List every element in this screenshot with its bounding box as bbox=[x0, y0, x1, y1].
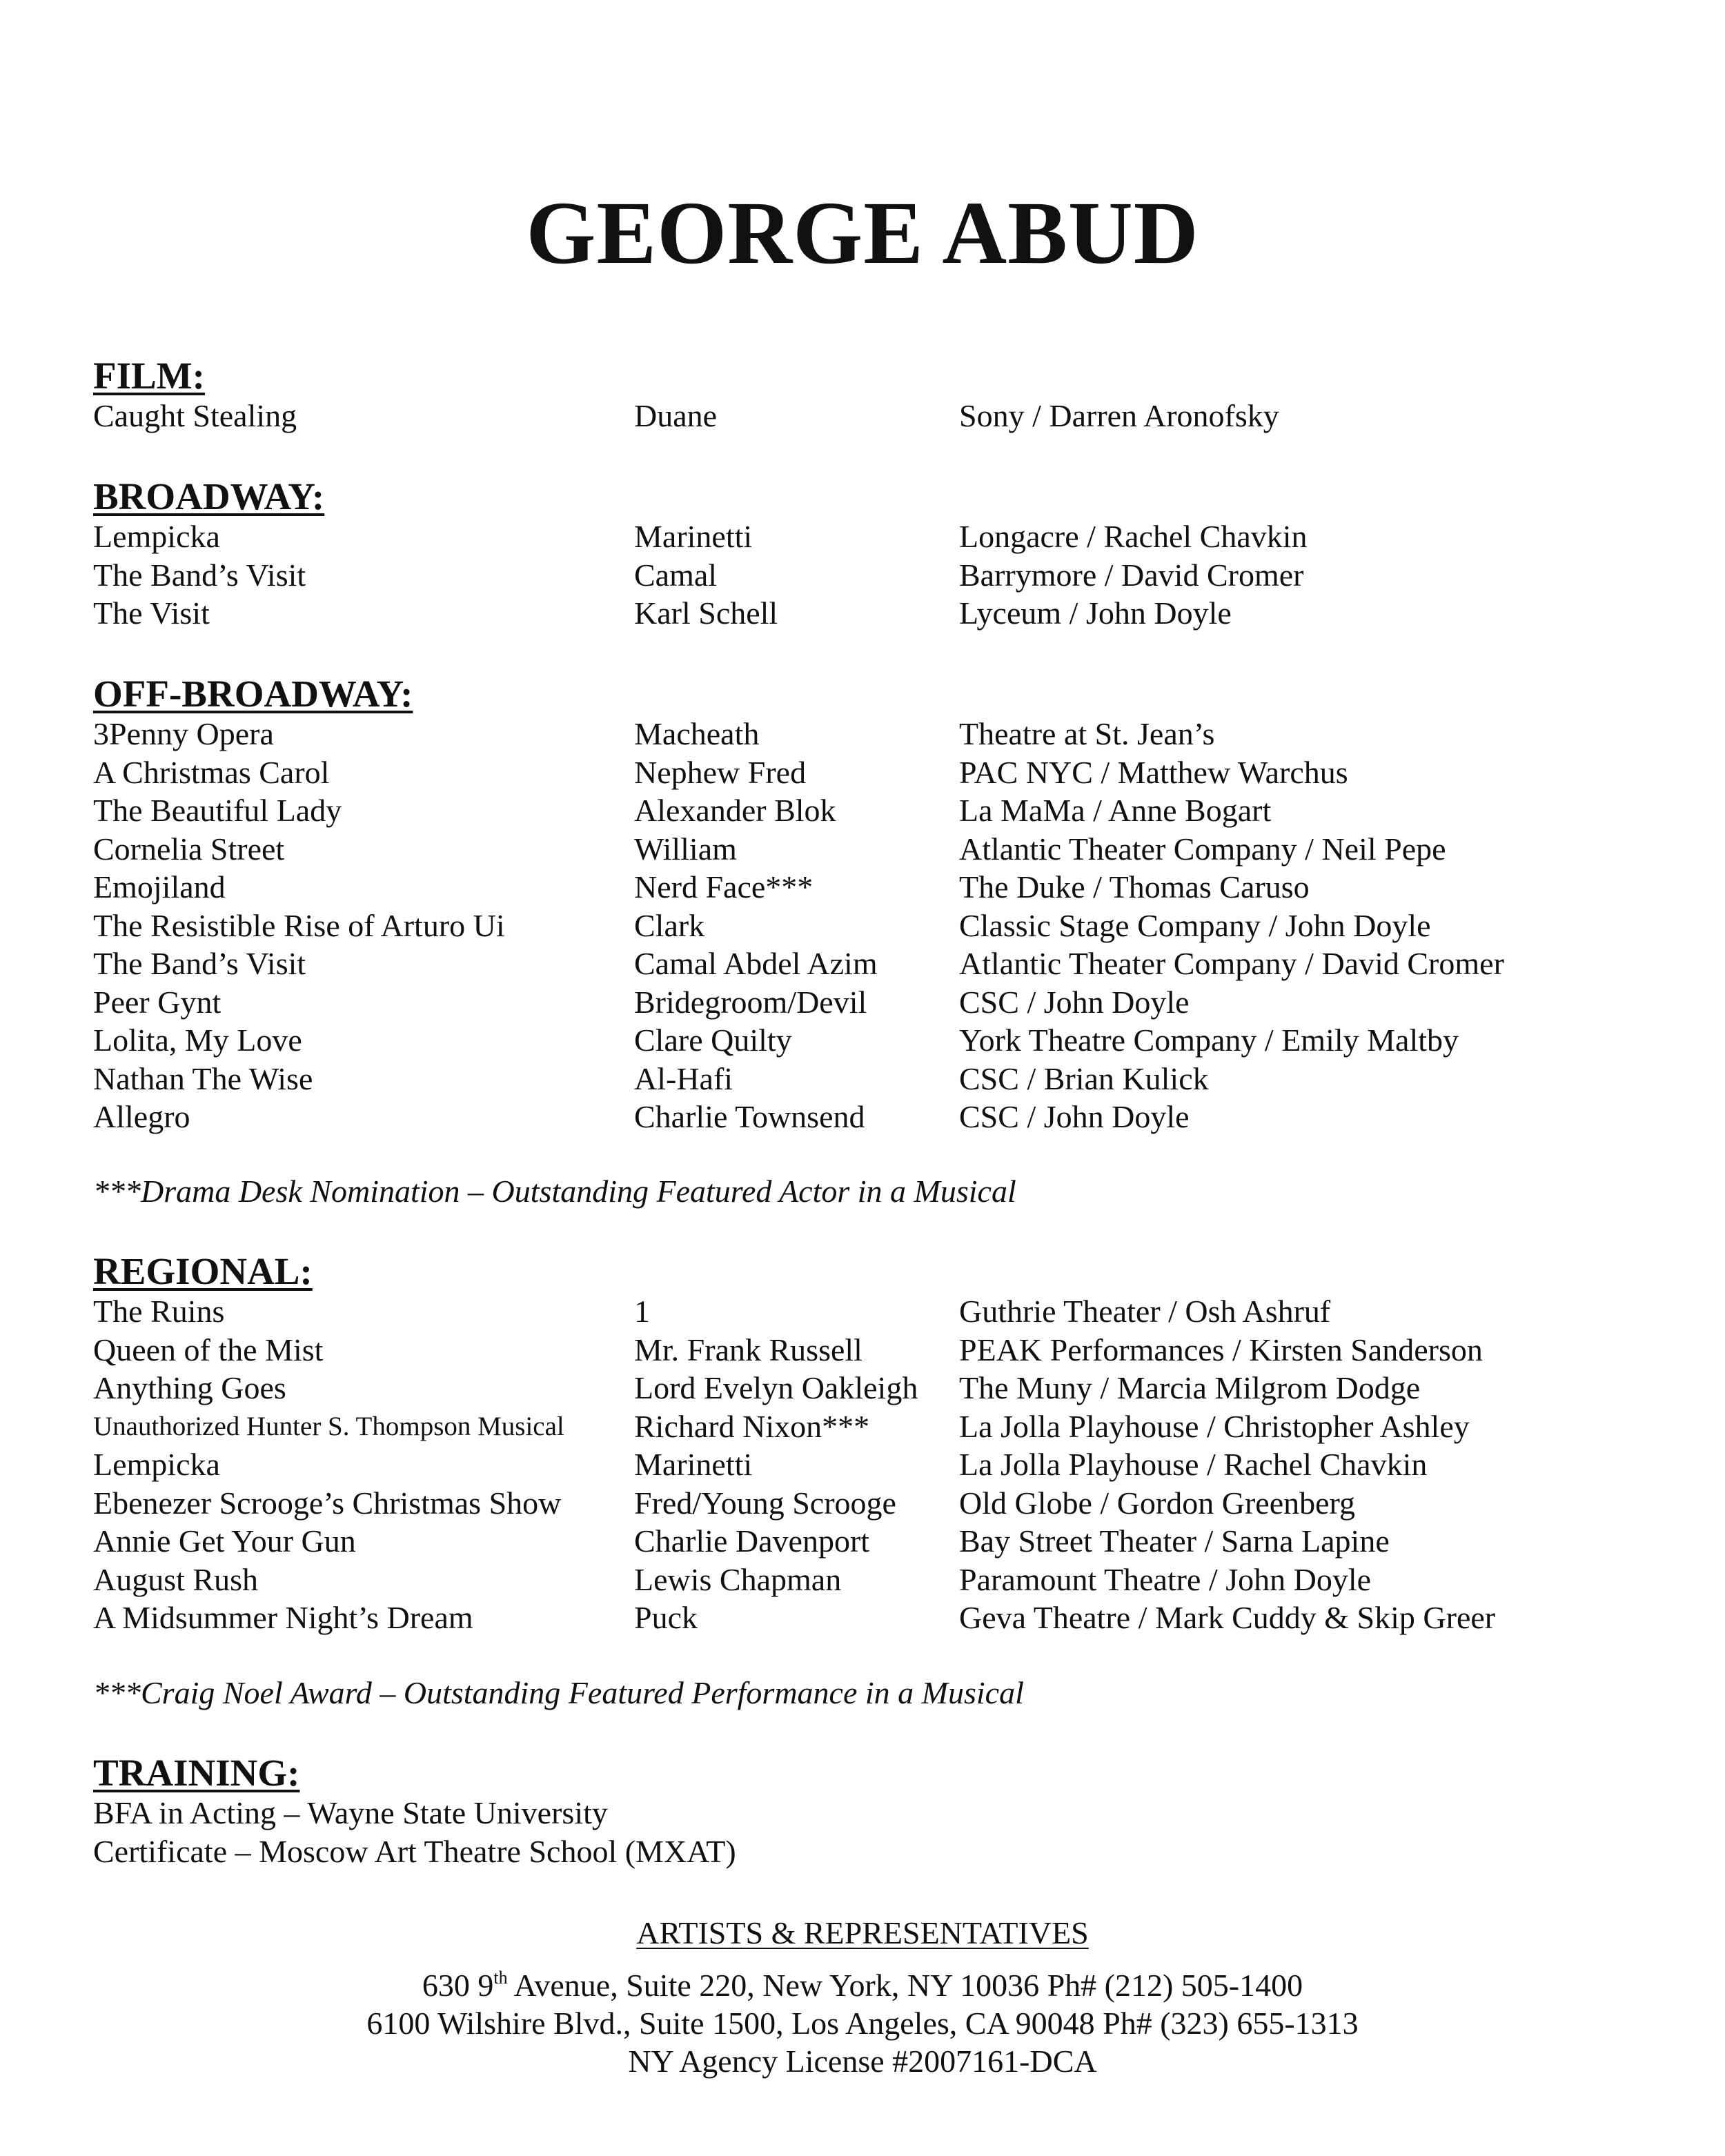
ny-address-prefix: 630 9 bbox=[422, 1968, 494, 2003]
training-heading: TRAINING: bbox=[93, 1752, 300, 1794]
credit-row bbox=[93, 1292, 1653, 1331]
credit-role: Fred/Young Scrooge bbox=[634, 1485, 896, 1521]
credit-role: Clare Quilty bbox=[634, 1022, 792, 1058]
craig-noel-note: ***Craig Noel Award – Outstanding Featured Performance in a Musical bbox=[93, 1675, 1024, 1710]
credit-venue: Paramount Theatre / John Doyle bbox=[959, 1561, 1372, 1597]
credit-venue: Geva Theatre / Mark Cuddy & Skip Greer bbox=[959, 1600, 1496, 1635]
credit-row bbox=[93, 715, 1653, 753]
credit-role: Al-Hafi bbox=[634, 1060, 733, 1096]
credit-venue: Guthrie Theater / Osh Ashruf bbox=[959, 1294, 1331, 1329]
credit-row bbox=[93, 1599, 1653, 1637]
broadway-section bbox=[93, 476, 1653, 633]
credit-venue: La Jolla Playhouse / Rachel Chavkin bbox=[959, 1447, 1428, 1482]
film-heading: FILM: bbox=[93, 355, 205, 397]
credit-row bbox=[93, 397, 1653, 435]
credit-row bbox=[93, 1445, 1653, 1484]
credit-venue: Classic Stage Company / John Doyle bbox=[959, 907, 1431, 943]
credit-role: Duane bbox=[634, 398, 718, 433]
credit-row bbox=[93, 1484, 1653, 1523]
credit-venue: CSC / Brian Kulick bbox=[959, 1060, 1209, 1096]
credit-venue: PEAK Performances / Kirsten Sanderson bbox=[959, 1332, 1483, 1367]
credit-role: Marinetti bbox=[634, 519, 753, 554]
regional-heading: REGIONAL: bbox=[93, 1250, 313, 1292]
credit-venue: PAC NYC / Matthew Warchus bbox=[959, 754, 1348, 790]
credit-title: Anything Goes bbox=[93, 1370, 286, 1405]
credit-title: The Ruins bbox=[93, 1294, 225, 1329]
credit-role: Richard Nixon*** bbox=[634, 1408, 870, 1444]
credit-venue: Sony / Darren Aronofsky bbox=[959, 398, 1279, 433]
credit-row bbox=[93, 753, 1653, 792]
credit-role: Mr. Frank Russell bbox=[634, 1332, 862, 1367]
credit-venue: La MaMa / Anne Bogart bbox=[959, 793, 1272, 828]
credit-title: Unauthorized Hunter S. Thompson Musical bbox=[93, 1411, 564, 1441]
credit-role: Lord Evelyn Oakleigh bbox=[634, 1370, 918, 1405]
credit-role: William bbox=[634, 831, 737, 867]
credit-role: Alexander Blok bbox=[634, 793, 836, 828]
credit-row bbox=[93, 1098, 1653, 1136]
credit-title: Lempicka bbox=[93, 1447, 220, 1482]
training-item: Certificate – Moscow Art Theatre School (MXAT) bbox=[93, 1833, 736, 1869]
credit-venue: The Duke / Thomas Caruso bbox=[959, 869, 1310, 904]
credit-title: Peer Gynt bbox=[93, 984, 221, 1020]
credit-row bbox=[93, 1522, 1653, 1561]
credit-venue: Theatre at St. Jean’s bbox=[959, 716, 1215, 751]
ny-address bbox=[0, 1966, 1725, 2004]
credit-title: Annie Get Your Gun bbox=[93, 1523, 356, 1559]
credit-row bbox=[93, 517, 1653, 556]
credit-row bbox=[93, 868, 1653, 907]
credit-row bbox=[93, 907, 1653, 945]
agency-footer bbox=[0, 1912, 1725, 2080]
credit-row bbox=[93, 1407, 1653, 1446]
credit-venue: CSC / John Doyle bbox=[959, 1099, 1190, 1134]
credit-role: Bridegroom/Devil bbox=[634, 984, 867, 1020]
broadway-heading: BROADWAY: bbox=[93, 475, 325, 517]
credit-venue: Barrymore / David Cromer bbox=[959, 557, 1304, 593]
ny-address-sup: th bbox=[493, 1968, 508, 1988]
credit-row bbox=[93, 1021, 1653, 1060]
credit-title: Cornelia Street bbox=[93, 831, 285, 867]
credit-venue: The Muny / Marcia Milgrom Dodge bbox=[959, 1370, 1421, 1405]
credit-row bbox=[93, 594, 1653, 633]
credit-title: A Christmas Carol bbox=[93, 754, 330, 790]
credit-row bbox=[93, 1369, 1653, 1407]
film-section bbox=[93, 355, 1653, 435]
credit-title: The Band’s Visit bbox=[93, 946, 306, 981]
credit-venue: Atlantic Theater Company / David Cromer bbox=[959, 946, 1504, 981]
training-section bbox=[93, 1752, 1653, 1870]
credit-venue: CSC / John Doyle bbox=[959, 984, 1190, 1020]
credit-title: Lempicka bbox=[93, 519, 220, 554]
credit-role: Camal bbox=[634, 557, 718, 593]
credit-title: 3Penny Opera bbox=[93, 716, 274, 751]
credit-row bbox=[93, 791, 1653, 830]
credit-row bbox=[93, 945, 1653, 983]
credit-role: Karl Schell bbox=[634, 595, 778, 631]
credit-role: Camal Abdel Azim bbox=[634, 946, 878, 981]
credit-role: Charlie Davenport bbox=[634, 1523, 870, 1559]
credit-role: Puck bbox=[634, 1600, 698, 1635]
la-address: 6100 Wilshire Blvd., Suite 1500, Los Angeles, CA 90048 Ph# (323) 655-1313 bbox=[366, 2006, 1359, 2041]
credit-row bbox=[93, 1561, 1653, 1599]
credit-title: The Visit bbox=[93, 595, 210, 631]
credit-title: Ebenezer Scrooge’s Christmas Show bbox=[93, 1485, 562, 1521]
credit-title: August Rush bbox=[93, 1561, 258, 1597]
training-item: BFA in Acting – Wayne State University bbox=[93, 1795, 608, 1830]
credit-title: Nathan The Wise bbox=[93, 1060, 313, 1096]
credit-title: Lolita, My Love bbox=[93, 1022, 302, 1058]
ny-address-rest: Avenue, Suite 220, New York, NY 10036 Ph# (212) 505-1400 bbox=[507, 1968, 1303, 2003]
credit-role: Macheath bbox=[634, 716, 760, 751]
credit-title: Caught Stealing bbox=[93, 398, 297, 433]
credit-row bbox=[93, 830, 1653, 869]
credit-title: The Beautiful Lady bbox=[93, 793, 342, 828]
credit-title: The Resistible Rise of Arturo Ui bbox=[93, 907, 505, 943]
credit-title: A Midsummer Night’s Dream bbox=[93, 1600, 473, 1635]
credit-row bbox=[93, 983, 1653, 1022]
credit-role: Clark bbox=[634, 907, 705, 943]
off-broadway-section bbox=[93, 673, 1653, 1136]
credit-title: The Band’s Visit bbox=[93, 557, 306, 593]
off-broadway-heading: OFF-BROADWAY: bbox=[93, 673, 413, 715]
credit-role: Nephew Fred bbox=[634, 754, 807, 790]
credit-title: Emojiland bbox=[93, 869, 226, 904]
credit-role: Marinetti bbox=[634, 1447, 753, 1482]
credit-role: Lewis Chapman bbox=[634, 1561, 842, 1597]
credit-venue: Longacre / Rachel Chavkin bbox=[959, 519, 1308, 554]
credit-venue: Atlantic Theater Company / Neil Pepe bbox=[959, 831, 1446, 867]
credit-row bbox=[93, 556, 1653, 595]
regional-section bbox=[93, 1251, 1653, 1637]
actor-name: GEORGE ABUD bbox=[526, 184, 1199, 283]
credit-role: Charlie Townsend bbox=[634, 1099, 865, 1134]
credit-venue: Old Globe / Gordon Greenberg bbox=[959, 1485, 1356, 1521]
credit-venue: La Jolla Playhouse / Christopher Ashley bbox=[959, 1408, 1470, 1444]
agency-name: ARTISTS & REPRESENTATIVES bbox=[636, 1915, 1089, 1950]
credit-venue: Bay Street Theater / Sarna Lapine bbox=[959, 1523, 1390, 1559]
credit-venue: York Theatre Company / Emily Maltby bbox=[959, 1022, 1459, 1058]
credit-venue: Lyceum / John Doyle bbox=[959, 595, 1232, 631]
credit-role: 1 bbox=[634, 1294, 650, 1329]
credit-row bbox=[93, 1331, 1653, 1369]
credit-title: Queen of the Mist bbox=[93, 1332, 324, 1367]
credit-role: Nerd Face*** bbox=[634, 869, 814, 904]
agency-license: NY Agency License #2007161-DCA bbox=[628, 2044, 1097, 2079]
credit-title: Allegro bbox=[93, 1099, 190, 1134]
credit-row bbox=[93, 1060, 1653, 1098]
drama-desk-note: ***Drama Desk Nomination – Outstanding Featured Actor in a Musical bbox=[93, 1174, 1016, 1209]
